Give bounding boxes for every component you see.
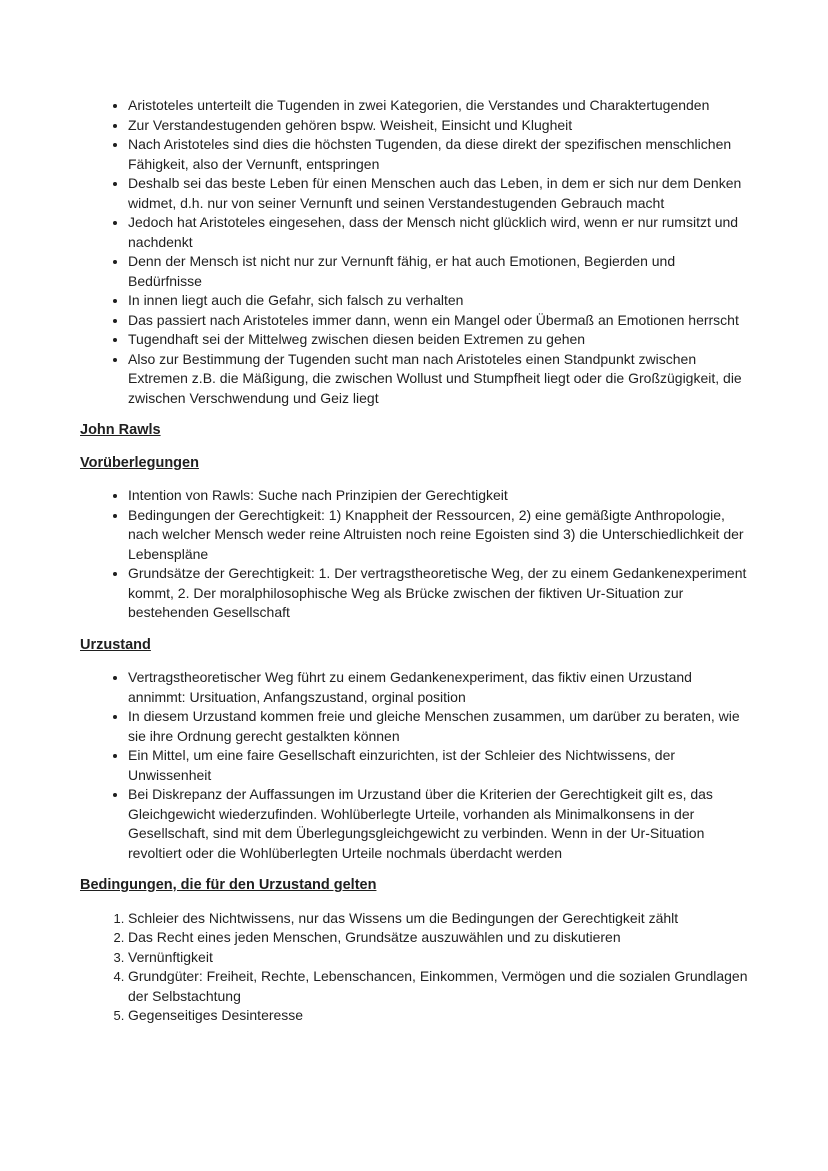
section-heading-urzustand: Urzustand (80, 636, 151, 653)
section-heading-john-rawls: John Rawls (80, 422, 161, 438)
list-item: • Denn der Mensch ist nicht nur zur Vernunft fähig, er hat auch Emotionen, Begierden und Bedürfnisse (128, 252, 748, 291)
list-item: • Zur Verstandestugenden gehören bspw. Weisheit, Einsicht und Klugheit (128, 116, 748, 136)
document-body (80, 96, 748, 1026)
list-item: 2. Das Recht eines jeden Menschen, Grundsätze auszuwählen und zu diskutieren (128, 928, 748, 948)
list-item: • Jedoch hat Aristoteles eingesehen, dass der Mensch nicht glücklich wird, wenn er nur rumsitzt und nachdenkt (128, 213, 748, 252)
list-item: 4. Grundgüter: Freiheit, Rechte, Lebenschancen, Einkommen, Vermögen und die sozialen Grundlagen der Selbstachtung (128, 967, 748, 1006)
list-item: • Das passiert nach Aristoteles immer dann, wenn ein Mangel oder Übermaß an Emotionen herrscht (128, 311, 748, 331)
list-item: • Grundsätze der Gerechtigkeit: 1. Der vertragstheoretische Weg, der zu einem Gedankenexperiment kommt, 2. Der moralphilosophische Weg als Brücke zwischen der fiktiven Ur-Situation zur bestehenden Gesellschaft (128, 564, 748, 623)
list-item: 5. Gegenseitiges Desinteresse (128, 1006, 748, 1026)
list-item: • In innen liegt auch die Gefahr, sich falsch zu verhalten (128, 291, 748, 311)
list-item: • Bedingungen der Gerechtigkeit: 1) Knappheit der Ressourcen, 2) eine gemäßigte Anthropologie, nach welcher Mensch weder reine Altruisten noch reine Egoisten sind 3) die Unterschiedlichkeit der Lebenspläne (128, 506, 748, 565)
list-item: 1. Schleier des Nichtwissens, nur das Wissens um die Bedingungen der Gerechtigkeit zählt (128, 909, 748, 929)
urzustand-conditions-list (80, 909, 748, 1026)
list-item: 3. Vernünftigkeit (128, 948, 748, 968)
list-item: • Also zur Bestimmung der Tugenden sucht man nach Aristoteles einen Standpunkt zwischen Extremen z.B. die Mäßigung, die zwischen Wollust und Stumpfheit liegt oder die Großzügigkeit, die zwischen Verschwendung und Geiz liegt (128, 350, 748, 409)
rawls-intro-list (80, 486, 748, 623)
list-item: • Ein Mittel, um eine faire Gesellschaft einzurichten, ist der Schleier des Nichtwissens, der Unwissenheit (128, 746, 748, 785)
section-heading-vorueberlegungen: Vorüberlegungen (80, 454, 199, 471)
list-item: • Aristoteles unterteilt die Tugenden in zwei Kategorien, die Verstandes und Charaktertugenden (128, 96, 748, 116)
list-item: • Vertragstheoretischer Weg führt zu einem Gedankenexperiment, das fiktiv einen Urzustand annimmt: Ursituation, Anfangszustand, orginal position (128, 668, 748, 707)
urzustand-list (80, 668, 748, 863)
aristotle-virtues-list (80, 96, 748, 408)
list-item: • Nach Aristoteles sind dies die höchsten Tugenden, da diese direkt der spezifischen menschlichen Fähigkeit, also der Vernunft, entspringen (128, 135, 748, 174)
section-heading-bedingungen: Bedingungen, die für den Urzustand gelten (80, 877, 377, 893)
list-item: • Tugendhaft sei der Mittelweg zwischen diesen beiden Extremen zu gehen (128, 330, 748, 350)
list-item: • Bei Diskrepanz der Auffassungen im Urzustand über die Kriterien der Gerechtigkeit gilt es, das Gleichgewicht wiederzufinden. Wohlüberlegte Urteile, vorhanden als Minimalkonsens in der Gesellschaft, sind mit dem Überlegungsgleichgewicht zu verbinden. Wenn in der Ur-Situation revoltiert oder die Wohlüberlegten Urteile nochmals überdacht werden (128, 785, 748, 863)
list-item: • In diesem Urzustand kommen freie und gleiche Menschen zusammen, um darüber zu beraten, wie sie ihre Ordnung gerecht gestalkten können (128, 707, 748, 746)
list-item: • Deshalb sei das beste Leben für einen Menschen auch das Leben, in dem er sich nur dem Denken widmet, d.h. nur von seiner Vernunft und seinen Verstandestugenden Gebrauch macht (128, 174, 748, 213)
list-item: • Intention von Rawls: Suche nach Prinzipien der Gerechtigkeit (128, 486, 748, 506)
